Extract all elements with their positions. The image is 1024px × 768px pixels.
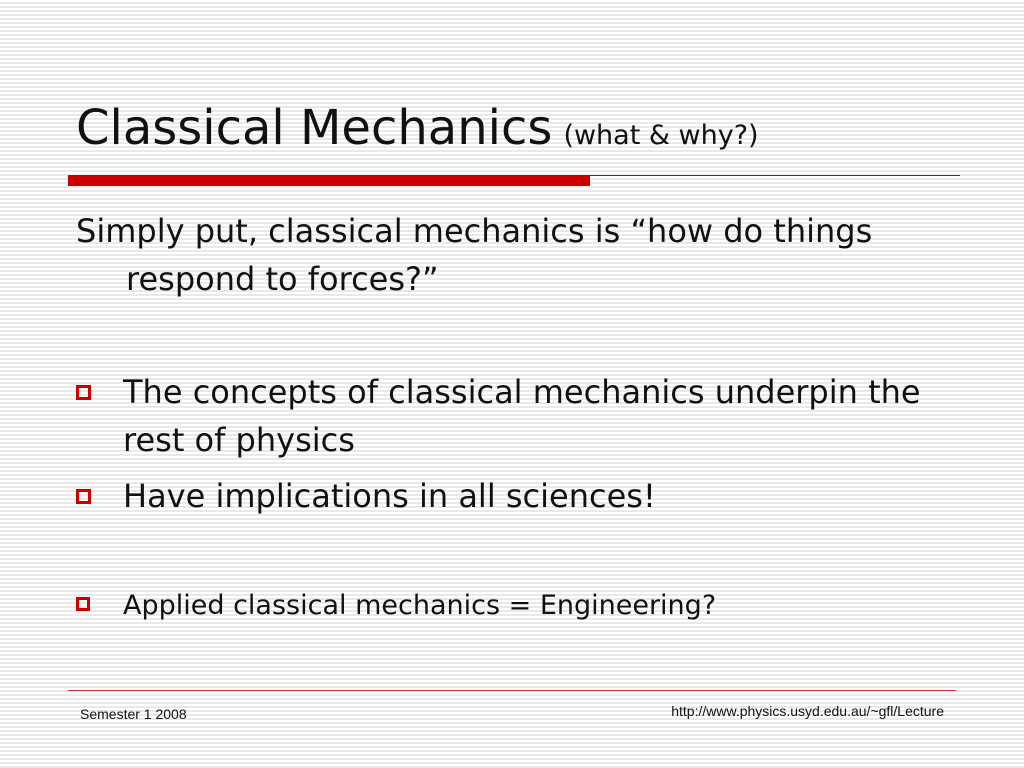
intro-paragraph: Simply put, classical mechanics is “how do things respond to forces?” (76, 212, 873, 298)
slide-title-subtitle: (what & why?) (563, 120, 759, 151)
footer-divider (68, 690, 956, 691)
slide-title (76, 100, 976, 156)
bullet-item (76, 368, 956, 464)
title-underline-line (590, 175, 960, 176)
title-underline-bar (68, 175, 590, 186)
hollow-square-bullet-icon (76, 489, 91, 504)
bullet-item (76, 472, 956, 520)
slide-title-main: Classical Mechanics (76, 100, 553, 156)
bullet-item (76, 586, 956, 626)
hollow-square-bullet-icon (76, 385, 91, 400)
footer-url: http://www.physics.usyd.edu.au/~gfl/Lecture (671, 703, 944, 719)
footer-semester: Semester 1 2008 (80, 706, 187, 722)
hollow-square-bullet-icon (76, 597, 90, 611)
bullet-text: Applied classical mechanics = Engineering? (123, 590, 717, 621)
bullet-text: Have implications in all sciences! (123, 477, 656, 515)
bullet-text: The concepts of classical mechanics underpin the rest of physics (123, 373, 921, 459)
